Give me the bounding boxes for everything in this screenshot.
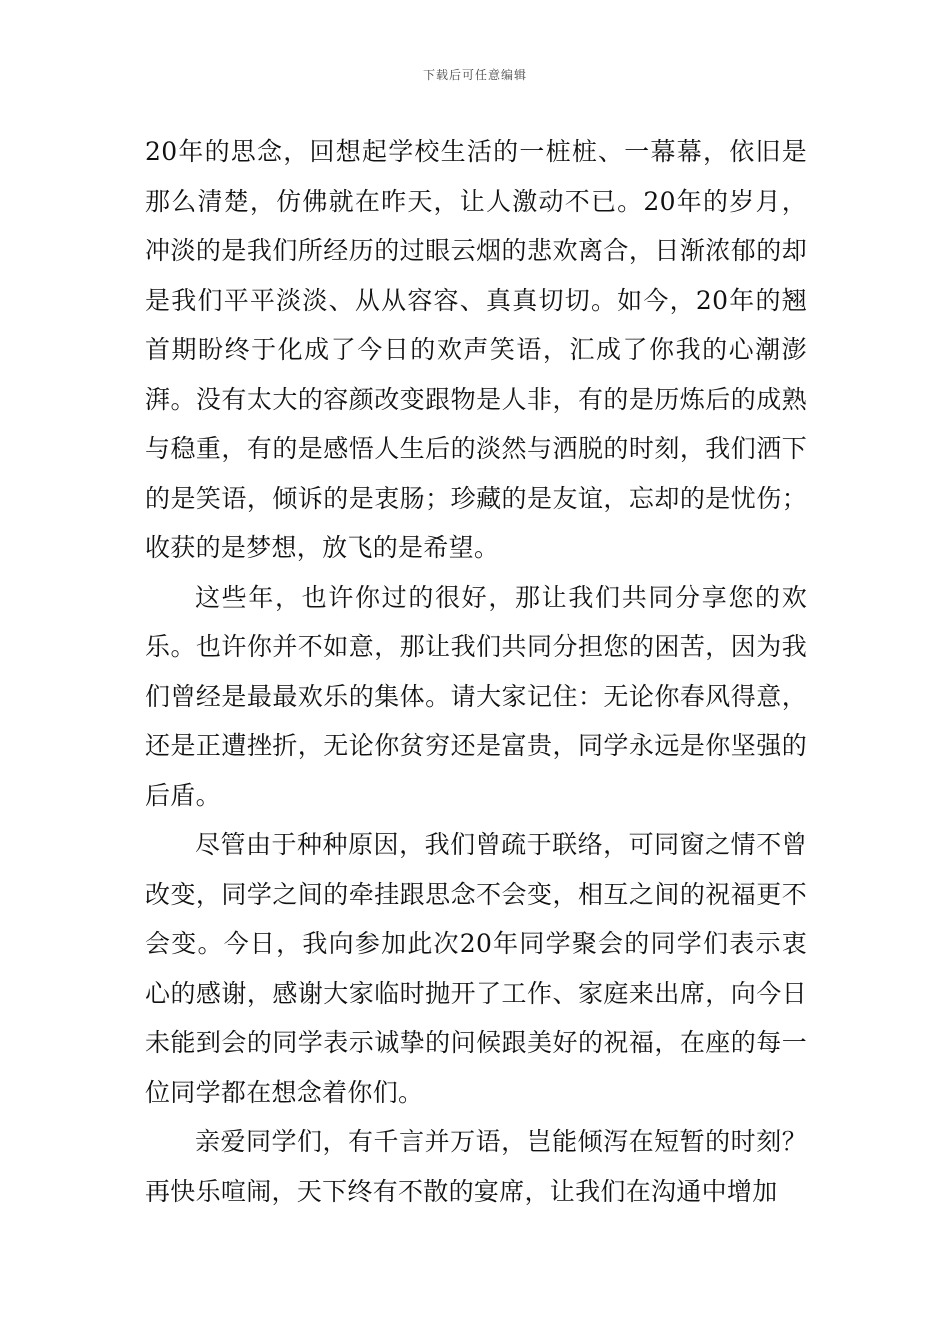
- page-header: 下载后可任意编辑: [422, 68, 527, 82]
- paragraph-2: 这些年，也许你过的很好，那让我们共同分享您的欢乐。也许你并不如意，那让我们共同分担您的困苦，因为我们曾经是最最欢乐的集体。请大家记住：无论你春风得意，还是正遭挫折，无论你贫穷还是富贵，同学永远是你坚强的后盾。: [145, 582, 807, 810]
- document-body: [145, 127, 807, 1216]
- paragraph-3: 尽管由于种种原因，我们曾疏于联络，可同窗之情不曾改变，同学之间的牵挂跟思念不会变，相互之间的祝福更不会变。今日，我向参加此次20年同学聚会的同学们表示衷心的感谢，感谢大家临时抛开了工作、家庭来出席，向今日未能到会的同学表示诚挚的问候跟美好的祝福，在座的每一位同学都在想念着你们。: [145, 830, 807, 1107]
- paragraph-1: 20年的思念，回想起学校生活的一桩桩、一幕幕，依旧是那么清楚，仿佛就在昨天，让人激动不已。20年的岁月，冲淡的是我们所经历的过眼云烟的悲欢离合，日渐浓郁的却是我们平平淡淡、从从容容、真真切切。如今，20年的翘首期盼终于化成了今日的欢声笑语，汇成了你我的心潮澎湃。没有太大的容颜改变跟物是人非，有的是历炼后的成熟与稳重，有的是感悟人生后的淡然与洒脱的时刻，我们洒下的是笑语，倾诉的是衷肠；珍藏的是友谊，忘却的是忧伤；收获的是梦想，放飞的是希望。: [145, 137, 807, 562]
- paragraph-4: 亲爱同学们，有千言并万语，岂能倾泻在短暂的时刻？再快乐喧闹，天下终有不散的宴席，让我们在沟通中增加: [145, 1127, 807, 1206]
